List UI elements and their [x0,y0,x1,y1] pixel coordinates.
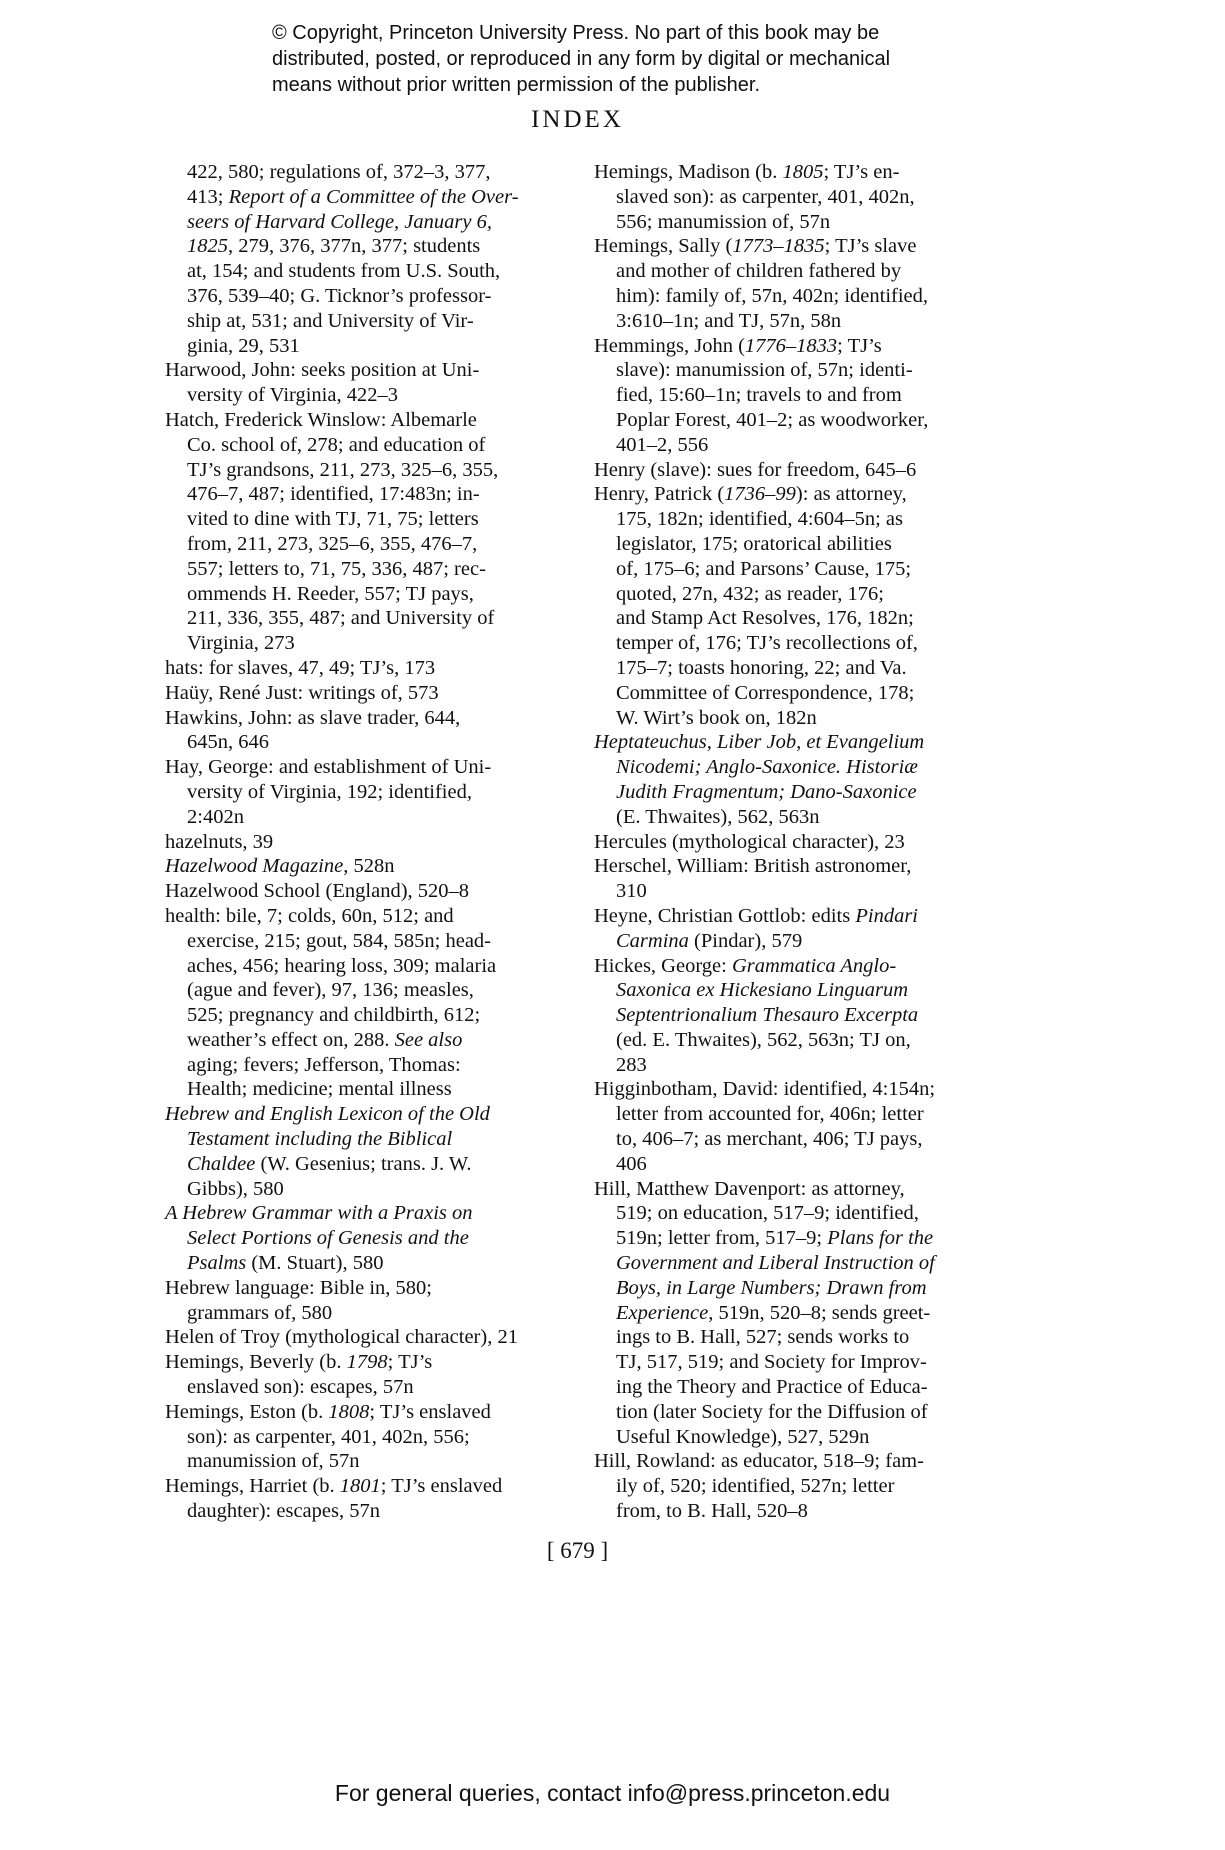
index-text-italic: Testament including the Biblical [187,1128,453,1151]
index-text-italic: 1808 [328,1400,370,1423]
index-text: ; TJ’s enslaved [380,1475,503,1498]
index-text-italic: 1801 [339,1475,381,1498]
index-line [594,1028,1004,1053]
index-line [594,1325,1004,1350]
index-text: ; TJ’s enslaved [369,1400,491,1423]
index-text: versity of Virginia, 192; identified, [187,780,472,803]
index-line [165,1053,575,1078]
index-text: versity of Virginia, 422–3 [187,384,398,407]
index-text: (M. Stuart), 580 [246,1252,384,1275]
index-text: W. Wirt’s book on, 182n [616,706,817,729]
index-text: ginia, 29, 531 [187,334,300,357]
index-line [165,780,575,805]
index-line [165,1276,575,1301]
index-line [165,904,575,929]
index-text: 422, 580; regulations of, 372–3, 377, [187,161,491,183]
index-line [594,1301,1004,1326]
index-text: ings to B. Hall, 527; sends works to [616,1326,910,1349]
index-line [165,755,575,780]
index-line [165,656,575,681]
index-line [594,1053,1004,1078]
index-line [165,1499,575,1524]
index-line [165,929,575,954]
index-line [165,1077,575,1102]
index-text-italic: Nicodemi; Anglo-Saxonice. Historiæ [616,756,918,779]
index-text-italic: 1773–1835 [732,235,825,258]
index-text: Hawkins, John: as slave trader, 644, [165,706,461,729]
index-text: Hay, George: and establishment of Uni- [165,756,492,779]
index-text-italic: Psalms [187,1252,247,1275]
index-line [594,557,1004,582]
index-line [594,383,1004,408]
index-line [165,1177,575,1202]
index-text: 283 [616,1053,647,1076]
index-text: TJ, 517, 519; and Society for Improv- [616,1351,927,1374]
index-text: slave): manumission of, 57n; identi- [616,359,913,382]
index-line [594,1003,1004,1028]
index-line [594,1201,1004,1226]
copyright-line: means without prior written permission of the publisher. [272,74,761,96]
index-line [165,1350,575,1375]
index-text: slaved son): as carpenter, 401, 402n, [616,185,915,208]
index-line [594,1102,1004,1127]
index-line [165,1028,575,1053]
index-text: Health; medicine; mental illness [187,1078,452,1101]
index-text: Higginbotham, David: identified, 4:154n; [594,1078,936,1101]
index-text: at, 154; and students from U.S. South, [187,260,501,283]
index-text: letter from accounted for, 406n; letter [616,1103,924,1126]
index-text: ; TJ’s en- [823,161,900,183]
index-text: (W. Gesenius; trans. J. W. [255,1152,472,1175]
index-text: quoted, 27n, 432; as reader, 176; [616,582,884,605]
index-line [594,656,1004,681]
index-text: Hazelwood School (England), 520–8 [165,880,470,903]
index-line [165,309,575,334]
index-text: Hemings, Madison (b. [594,161,783,183]
index-line [165,334,575,359]
index-text: Hill, Matthew Davenport: as attorney, [594,1177,905,1200]
index-line [165,1152,575,1177]
index-text: enslaved son): escapes, 57n [187,1376,414,1399]
index-line [165,1400,575,1425]
index-text: Helen of Troy (mythological character), 21 [165,1326,518,1349]
index-line [594,954,1004,979]
index-text: manumission of, 57n [187,1450,360,1473]
index-text: Useful Knowledge), 527, 529n [616,1425,870,1448]
copyright-line: © Copyright, Princeton University Press. No part of this book may be [272,22,880,44]
index-text: from, to B. Hall, 520–8 [616,1500,808,1523]
index-text: 557; letters to, 71, 75, 336, 487; rec- [187,557,486,580]
index-line [165,1325,575,1350]
index-text: hats: for slaves, 47, 49; TJ’s, 173 [165,656,436,679]
index-line [594,755,1004,780]
index-line [165,408,575,433]
index-text: (ague and fever), 97, 136; measles, [187,979,474,1002]
index-line [165,854,575,879]
index-line [594,830,1004,855]
index-text: temper of, 176; TJ’s recollections of, [616,632,918,655]
index-text: Harwood, John: seeks position at Uni- [165,359,480,382]
copyright-notice [272,20,972,98]
index-line [594,160,1004,185]
index-text-italic: 1805 [782,161,824,183]
index-line [165,1226,575,1251]
index-text-italic: Plans for the [827,1227,934,1250]
index-text: 406 [616,1152,647,1175]
index-line [594,1177,1004,1202]
index-line [594,532,1004,557]
index-text: legislator, 175; oratorical abilities [616,532,892,555]
index-text: and Stamp Act Resolves, 176, 182n; [616,607,914,630]
index-text: health: bile, 7; colds, 60n, 512; and [165,904,454,927]
index-line [165,706,575,731]
index-text: 519n; letter from, 517–9; [616,1227,828,1250]
index-line [594,978,1004,1003]
index-text: Haüy, René Just: writings of, 573 [165,681,439,704]
index-line [165,358,575,383]
index-text: tion (later Society for the Diffusion of [616,1400,928,1423]
index-line [165,482,575,507]
index-text: (E. Thwaites), 562, 563n [616,805,820,828]
index-text: (ed. E. Thwaites), 562, 563n; TJ on, [616,1028,911,1051]
index-line [594,482,1004,507]
index-text: Henry, Patrick ( [594,483,725,506]
index-text-italic: 1736–99 [724,483,796,506]
index-line [594,358,1004,383]
index-line [165,433,575,458]
index-text: of, 175–6; and Parsons’ Cause, 175; [616,557,912,580]
index-line [165,284,575,309]
index-line [165,1102,575,1127]
index-line [165,1251,575,1276]
copyright-line: distributed, posted, or reproduced in any form by digital or mechanical [272,48,891,70]
index-text: 476–7, 487; identified, 17:483n; in- [187,483,480,506]
index-text: Hemings, Sally ( [594,235,733,258]
index-line [165,681,575,706]
index-line [165,383,575,408]
index-text: him): family of, 57n, 402n; identified, [616,284,929,307]
index-line [165,458,575,483]
index-line [594,458,1004,483]
index-text: , 519n, 520–8; sends greet- [708,1301,931,1324]
index-text: weather’s effect on, 288. [187,1028,395,1051]
index-text: ; TJ’s slave [824,235,917,258]
index-line [594,234,1004,259]
index-line [594,309,1004,334]
index-line [594,606,1004,631]
index-text: Henry (slave): sues for freedom, 645–6 [594,458,917,481]
index-line [594,1474,1004,1499]
index-line [594,1499,1004,1524]
index-text-italic: 1798 [346,1351,388,1374]
index-text: ily of, 520; identified, 527n; letter [616,1475,895,1498]
index-text-italic: Heptateuchus, Liber Job, et Evangelium [594,731,925,754]
index-line [165,1003,575,1028]
index-text-italic: Select Portions of Genesis and the [187,1227,469,1250]
index-text: 2:402n [187,805,244,828]
index-text: TJ’s grandsons, 211, 273, 325–6, 355, [187,458,499,481]
index-text: Hemmings, John ( [594,334,745,357]
index-text: Hill, Rowland: as educator, 518–9; fam- [594,1450,924,1473]
index-text-italic: Grammatica Anglo- [731,954,897,977]
index-text-italic: Report of a Committee of the Over- [228,185,519,208]
index-text: 175–7; toasts honoring, 22; and Va. [616,656,907,679]
index-line [594,284,1004,309]
index-line [594,210,1004,235]
index-text-italic: Septentrionalium Thesauro Excerpta [616,1004,919,1027]
index-line [165,954,575,979]
index-text: exercise, 215; gout, 584, 585n; head- [187,929,492,952]
index-text: Hebrew language: Bible in, 580; [165,1276,433,1299]
index-text-italic: Boys, in Large Numbers; Drawn from [616,1276,927,1299]
index-text: fied, 15:60–1n; travels to and from [616,384,902,407]
index-text: grammars of, 580 [187,1301,333,1324]
index-line [165,1301,575,1326]
index-text: , 279, 376, 377n, 377; students [228,235,481,258]
index-text: (Pindar), 579 [688,929,803,952]
index-text: vited to dine with TJ, 71, 75; letters [187,508,479,531]
index-line [594,904,1004,929]
index-line [165,978,575,1003]
index-text: Hemings, Beverly (b. [165,1351,347,1374]
index-line [165,185,575,210]
index-text: , 528n [343,855,395,878]
index-text-italic: Hebrew and English Lexicon of the Old [165,1103,490,1126]
page-number: [ 679 ] [546,1538,609,1563]
index-line [165,805,575,830]
index-text-italic: See also [394,1028,463,1051]
index-line [594,1425,1004,1450]
index-line [594,879,1004,904]
index-line [594,631,1004,656]
index-text: aging; fevers; Jefferson, Thomas: [187,1053,461,1076]
index-text-italic: Chaldee [187,1152,256,1175]
index-text: Committee of Correspondence, 178; [616,681,915,704]
index-line [165,507,575,532]
index-text: Virginia, 273 [187,632,295,655]
index-line [165,1201,575,1226]
index-text-italic: Government and Liberal Instruction of [616,1252,935,1275]
index-text-italic: 1776–1833 [744,334,838,357]
index-line [594,854,1004,879]
index-line [594,780,1004,805]
index-text-italic: Pindari [855,904,919,927]
index-text: Hemings, Eston (b. [165,1400,329,1423]
index-line [594,1350,1004,1375]
index-line [594,1400,1004,1425]
index-line [165,1425,575,1450]
index-line [594,259,1004,284]
index-line [594,730,1004,755]
index-text: ship at, 531; and University of Vir- [187,309,474,332]
index-text: Hemings, Harriet (b. [165,1475,340,1498]
index-line [594,681,1004,706]
index-text: 211, 336, 355, 487; and University of [187,607,495,630]
index-text-italic: Hazelwood Magazine [165,855,344,878]
index-line [165,730,575,755]
index-line [165,160,575,185]
index-line [165,1127,575,1152]
index-text: 556; manumission of, 57n [616,210,831,233]
index-text: daughter): escapes, 57n [187,1500,380,1523]
index-text: ; TJ’s [387,1351,433,1374]
contact-footer: For general queries, contact info@press.princeton.edu [334,1780,891,1806]
index-text: Poplar Forest, 401–2; as woodworker, [616,408,929,431]
index-line [594,433,1004,458]
index-line [165,606,575,631]
index-text-italic: 1825 [187,235,228,258]
index-column-left [165,160,575,1524]
index-text: Gibbs), 580 [187,1177,284,1200]
index-text: 376, 539–40; G. Ticknor’s professor- [187,284,492,307]
index-text: 175, 182n; identified, 4:604–5n; as [616,508,903,531]
index-line [165,259,575,284]
index-text: 525; pregnancy and childbirth, 612; [187,1004,481,1027]
index-text: from, 211, 273, 325–6, 355, 476–7, [187,532,478,555]
index-text: Heyne, Christian Gottlob: edits [594,904,856,927]
index-line [594,1152,1004,1177]
index-text: Hatch, Frederick Winslow: Albemarle [165,408,477,431]
index-text: Co. school of, 278; and education of [187,433,486,456]
index-text: ): as attorney, [795,483,907,506]
index-text: ommends H. Reeder, 557; TJ pays, [187,582,474,605]
index-text-italic: Experience [616,1301,709,1324]
index-text: son): as carpenter, 401, 402n, 556; [187,1425,470,1448]
index-text: and mother of children fathered by [616,260,902,283]
index-text-italic: seers of Harvard College, January 6, [187,210,492,233]
index-line [594,185,1004,210]
index-line [594,1226,1004,1251]
index-text: aches, 456; hearing loss, 309; malaria [187,954,497,977]
index-text: 413; [187,185,229,208]
index-line [594,706,1004,731]
index-line [594,582,1004,607]
index-text: 310 [616,880,647,903]
index-text-italic: Saxonica ex Hickesiano Linguarum [616,979,909,1002]
index-line [165,631,575,656]
index-text-italic: Carmina [616,929,689,952]
index-text: hazelnuts, 39 [165,830,274,853]
index-line [165,1474,575,1499]
index-line [594,334,1004,359]
index-line [165,532,575,557]
index-text: ; TJ’s [837,334,882,357]
index-line [594,805,1004,830]
index-column-right [594,160,1004,1524]
index-line [594,1449,1004,1474]
index-line [594,507,1004,532]
running-head: INDEX [531,106,624,133]
index-line [165,830,575,855]
index-text: ing the Theory and Practice of Educa- [616,1376,928,1399]
index-line [165,557,575,582]
index-line [165,210,575,235]
index-text: Herschel, William: British astronomer, [594,855,912,878]
index-line [594,408,1004,433]
index-text-italic: A Hebrew Grammar with a Praxis on [165,1202,473,1225]
index-text: 3:610–1n; and TJ, 57n, 58n [616,309,842,332]
index-text: Hickes, George: [594,954,732,977]
index-line [594,1375,1004,1400]
index-line [594,1077,1004,1102]
index-line [165,582,575,607]
index-line [165,1375,575,1400]
index-line [165,1449,575,1474]
index-text: 519; on education, 517–9; identified, [616,1202,919,1225]
index-text: 645n, 646 [187,731,269,754]
index-text: 401–2, 556 [616,433,709,456]
index-line [594,1127,1004,1152]
index-text: to, 406–7; as merchant, 406; TJ pays, [616,1128,923,1151]
index-text: Hercules (mythological character), 23 [594,830,905,853]
index-line [594,1276,1004,1301]
index-line [165,879,575,904]
index-line [594,929,1004,954]
index-line [165,234,575,259]
index-line [594,1251,1004,1276]
index-text-italic: Judith Fragmentum; Dano-Saxonice [616,780,917,803]
